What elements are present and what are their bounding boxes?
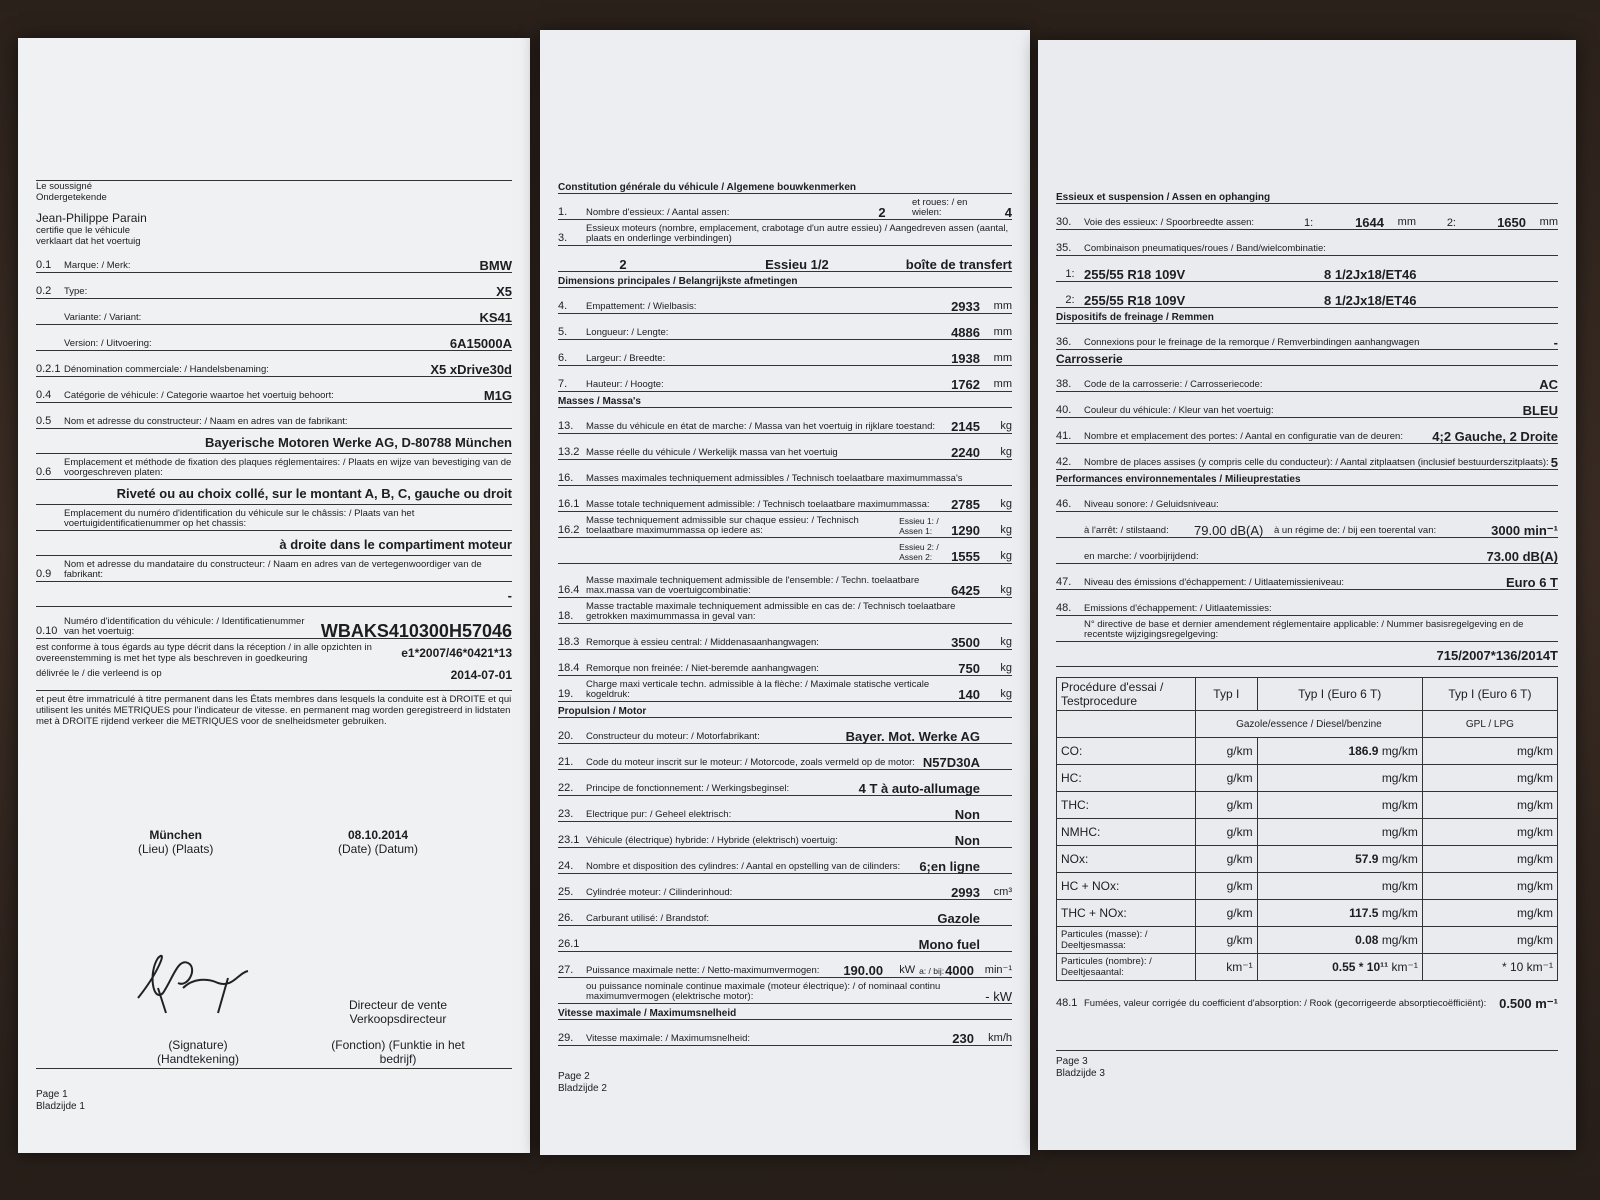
row-0-10: 0.10 Numéro d'identification du véhicule: / Identificatienummer van het voertuig: WBAKS410300H57046	[36, 607, 512, 639]
row-0-5: 0.5 Nom et adresse du constructeur: / Naam en adres van de fabrikant:	[36, 403, 512, 429]
row-36: 36. Connexions pour le freinage de la remorque / Remverbindingen aanhangwagen -	[1056, 324, 1558, 350]
row-46-stationary: à l'arrêt: / stilstaand: 79.00 dB(A) à un régime de: / bij een toerental van: 3000 min⁻¹	[1056, 512, 1558, 538]
table-header: Typ I (Euro 6 T)	[1422, 678, 1557, 711]
section-body: Carrosserie	[1056, 350, 1558, 366]
approval-date: 2014-07-01	[450, 668, 512, 682]
table-row: Particules (masse): / Deeltjesmassa: g/km 0.08 mg/km mg/km	[1057, 927, 1558, 954]
row-13: 13. Masse du véhicule en état de marche: / Massa van het voertuig in rijklare toestand: 2145 kg	[558, 408, 1012, 434]
function-label: (Fonction) (Funktie in het bedrijf)	[331, 1038, 465, 1066]
row-41: 41. Nombre et emplacement des portes: / Aantal en configuratie van de deuren: 4;2 Gauche, 2 Droite	[1056, 418, 1558, 444]
section-environment: Performances environnementales / Milieuprestaties	[1056, 470, 1558, 486]
table-row: HC + NOx: g/km mg/km mg/km	[1057, 873, 1558, 900]
emissions-table	[1056, 677, 1558, 981]
row-18-3: 18.3 Remorque à essieu central: / Middenasaanhangwagen: 3500 kg	[558, 624, 1012, 650]
row-42: 42. Nombre de places assises (y compris celle du conducteur): / Aantal zitplaatsen (inclusief bestuurderszitplaats): 5	[1056, 444, 1558, 470]
row-24: 24. Nombre et disposition des cylindres: / Aantal en opstelling van de cilinders: 6;en ligne	[558, 848, 1012, 874]
row-47: 47. Niveau des émissions d'échappement: / Uitlaatemissieniveau: Euro 6 T	[1056, 564, 1558, 590]
signature-label: (Signature) (Handtekening)	[156, 1038, 240, 1066]
table-row: Particules (nombre): / Deeltjesaantal: km⁻¹ 0.55 * 10¹¹ km⁻¹ * 10 km⁻¹	[1057, 954, 1558, 981]
table-row: THC: g/km mg/km mg/km	[1057, 792, 1558, 819]
row-48-directive-label: N° directive de base et dernier amendement réglementaire applicable: / Nummer basisregelgeving en de recentste wijzigingsregelgeving:	[1056, 616, 1558, 642]
row-0-2-1: 0.2.1 Dénomination commerciale: / Handelsbenaming: X5 xDrive30d	[36, 351, 512, 377]
row-48: 48. Emissions d'échappement: / Uitlaatemissies:	[1056, 590, 1558, 616]
row-30: 30. Voie des essieux: / Spoorbreedte assen: 1: 1644 mm 2: 1650 mm	[1056, 204, 1558, 230]
table-row: NMHC: g/km mg/km mg/km	[1057, 819, 1558, 846]
row-tyre-1: 1: 255/55 R18 109V 8 1/2Jx18/ET46	[1056, 256, 1558, 282]
function-title: Directeur de vente Verkoopsdirecteur	[348, 998, 448, 1026]
row-height: 7. Hauteur: / Hoogte: 1762 mm	[558, 366, 1012, 392]
date-label: (Date) (Datum)	[338, 842, 419, 856]
fuel-header: GPL / LPG	[1422, 711, 1557, 738]
page-number-1: Page 1 Bladzijde 1	[36, 1089, 85, 1112]
vin-location-value: à droite dans le compartiment moteur	[36, 531, 512, 556]
row-length: 5. Longueur: / Lengte: 4886 mm	[558, 314, 1012, 340]
row-27-continuous: ou puissance nominale continue maximale (moteur électrique): / of nominaal continu maximumvermogen (elektrische motor): - kW	[558, 978, 1012, 1004]
row-25: 25. Cylindrée moteur: / Cilinderinhoud: 2993 cm³	[558, 874, 1012, 900]
row-16: 16. Masses maximales techniquement admissibles / Technisch toelaatbare maximummassa's	[558, 460, 1012, 486]
row-46-driving: en marche: / voorbijrijdend: 73.00 dB(A)	[1056, 538, 1558, 564]
certify-nl: verklaart dat het voertuig	[36, 236, 141, 247]
document-page-1	[18, 38, 530, 1153]
row-wheelbase: 4. Empattement: / Wielbasis: 2933 mm	[558, 288, 1012, 314]
section-masses: Masses / Massa's	[558, 392, 1012, 408]
section-axles: Essieux et suspension / Assen en ophanging	[1056, 188, 1558, 204]
date-value: 08.10.2014	[347, 828, 409, 842]
manufacturer-name: Bayerische Motoren Werke AG, D-80788 München	[36, 429, 512, 454]
row-0-1: 0.1 Marque: / Merk: BMW	[36, 247, 512, 273]
row-16-2-axle2: Essieu 2: / Assen 2: 1555 kg	[558, 538, 1012, 564]
table-row: NOx: g/km 57.9 mg/km mg/km	[1057, 846, 1558, 873]
section-propulsion: Propulsion / Motor	[558, 702, 1012, 718]
row-3-values: 2 Essieu 1/2 boîte de transfert	[558, 246, 1012, 272]
page-number-3: Page 3 Bladzijde 3	[1056, 1056, 1105, 1079]
row-0-2: 0.2 Type: X5	[36, 273, 512, 299]
row-23: 23. Electrique pur: / Geheel elektrisch: Non	[558, 796, 1012, 822]
row-23-1: 23.1 Véhicule (électrique) hybride: / Hybride (elektrisch) voertuig: Non	[558, 822, 1012, 848]
row-38: 38. Code de la carrosserie: / Carrosseriecode: AC	[1056, 366, 1558, 392]
section-general-constitution: Constitution générale du véhicule / Algemene bouwkenmerken	[558, 178, 1012, 194]
section-max-speed: Vitesse maximale / Maximumsnelheid	[558, 1004, 1012, 1020]
registration-text: et peut être immatriculé à titre permanent dans les États membres dans lesquels la conduite est à DROITE et qui utilisent les unités METRIQUES pour l'indicateur de vitesse. en permanent mag worden geregistreerd in lidstaten met à DROITE rijdend verkeer die METRIQUES voor de snelheidsmeter gebruiken.	[36, 690, 512, 727]
row-46: 46. Niveau sonore: / Geluidsniveau:	[1056, 486, 1558, 512]
row-version: Version: / Uitvoering: 6A15000A	[36, 325, 512, 351]
vin-number: WBAKS410300H57046	[320, 621, 512, 641]
row-19: 19. Charge maxi verticale techn. admissible à la flèche: / Maximale statische verticale kogeldruk: 140 kg	[558, 676, 1012, 702]
row-width: 6. Largeur: / Breedte: 1938 mm	[558, 340, 1012, 366]
table-header: Typ I (Euro 6 T)	[1257, 678, 1422, 711]
row-26: 26. Carburant utilisé: / Brandstof: Gazole	[558, 900, 1012, 926]
table-row: HC: g/km mg/km mg/km	[1057, 765, 1558, 792]
approval-number: e1*2007/46*0421*13	[401, 646, 512, 660]
row-vin-location: Emplacement du numéro d'identification du véhicule sur le châssis: / Plaats van het voertuigidentificatienummer op het chassis:	[36, 505, 512, 531]
row-variant: Variante: / Variant: KS41	[36, 299, 512, 325]
signer-name: Jean-Philippe Parain	[36, 211, 147, 225]
table-row: CO: g/km 186.9 mg/km mg/km	[1057, 738, 1558, 765]
row-40: 40. Couleur du véhicule: / Kleur van het voertuig: BLEU	[1056, 392, 1558, 418]
row-0-6: 0.6 Emplacement et méthode de fixation des plaques réglementaires: / Plaats en wijze van bevestiging van de voorgeschreven platen:	[36, 454, 512, 480]
section-dimensions: Dimensions principales / Belangrijkste afmetingen	[558, 272, 1012, 288]
table-row: THC + NOx: g/km 117.5 mg/km mg/km	[1057, 900, 1558, 927]
fuel-header: Gazole/essence / Diesel/benzine	[1196, 711, 1423, 738]
row-0-9: 0.9 Nom et adresse du mandataire du constructeur: / Naam en adres van de vertegenwoordiger van de fabrikant:	[36, 556, 512, 582]
plate-location: Riveté ou au choix collé, sur le montant A, B, C, gauche ou droit	[36, 480, 512, 505]
row-0-4: 0.4 Catégorie de véhicule: / Categorie waartoe het voertuig behoort: M1G	[36, 377, 512, 403]
section-brakes: Dispositifs de freinage / Remmen	[1056, 308, 1558, 324]
row-20: 20. Constructeur du moteur: / Motorfabrikant: Bayer. Mot. Werke AG	[558, 718, 1012, 744]
place-value: München	[149, 828, 203, 842]
conformity-text: est conforme à tous égards au type décrit dans la réception / in alle opzichten in overeenstemming is met het type als beschreven in goedkeuring	[36, 642, 372, 664]
row-35: 35. Combinaison pneumatiques/roues / Band/wielcombinatie:	[1056, 230, 1558, 256]
row-16-2: 16.2 Masse techniquement admissible sur chaque essieu: / Technisch toelaatbare maximummassa op iedere as: Essieu 1: / Assen 1: 1290 kg	[558, 512, 1012, 538]
certify-fr: certifie que le véhicule	[36, 225, 130, 236]
row-1: 1. Nombre d'essieux: / Aantal assen: 2 et roues: / en wielen: 4	[558, 194, 1012, 220]
row-3: 3. Essieux moteurs (nombre, emplacement, crabotage d'un autre essieu) / Aangedreven assen (aantal, plaats en onderlinge verbindingen)	[558, 220, 1012, 246]
row-22: 22. Principe de fonctionnement: / Werkingsbeginsel: 4 T à auto-allumage	[558, 770, 1012, 796]
representative-value: -	[36, 582, 512, 607]
row-26-1: 26.1 Mono fuel	[558, 926, 1012, 952]
row-16-4: 16.4 Masse maximale techniquement admissible de l'ensemble: / Techn. toelaatbare max.massa van de voertuigcombinatie: 6425 kg	[558, 564, 1012, 598]
row-tyre-2: 2: 255/55 R18 109V 8 1/2Jx18/ET46	[1056, 282, 1558, 308]
row-18: 18. Masse tractable maximale techniquement admissible en cas de: / Technisch toelaatbare getrokken maximummassa in geval van:	[558, 598, 1012, 624]
document-page-2	[540, 30, 1030, 1155]
delivered-label: délivrée le / die verleend is op	[36, 668, 162, 679]
table-header: Typ I	[1196, 678, 1258, 711]
row-27: 27. Puissance maximale nette: / Netto-maximumvermogen: 190.00 kW a: / bij: 4000 min⁻¹	[558, 952, 1012, 978]
document-page-3	[1038, 40, 1576, 1150]
directive-number: 715/2007*136/2014T	[1056, 642, 1558, 667]
row-21: 21. Code du moteur inscrit sur le moteur: / Motorcode, zoals vermeld op de motor: N57D30A	[558, 744, 1012, 770]
row-48-1: 48.1 Fumées, valeur corrigée du coefficient d'absorption: / Rook (gecorrigeerde absorptiecoëfficiënt): 0.500 m⁻¹	[1056, 996, 1558, 1011]
table-header: Procédure d'essai / Testprocedure	[1057, 678, 1196, 711]
signer-label-nl: Ondergetekende	[36, 192, 107, 203]
row-16-1: 16.1 Masse totale techniquement admissible: / Technisch toelaatbare maximummassa: 2785 kg	[558, 486, 1012, 512]
signer-label-fr: Le soussigné	[36, 181, 92, 192]
row-13-2: 13.2 Masse réelle du véhicule / Werkelijk massa van het voertuig 2240 kg	[558, 434, 1012, 460]
row-29: 29. Vitesse maximale: / Maximumsnelheid: 230 km/h	[558, 1020, 1012, 1046]
place-label: (Lieu) (Plaats)	[138, 842, 214, 856]
handwritten-signature	[118, 943, 258, 1023]
page-number-2: Page 2 Bladzijde 2	[558, 1071, 607, 1094]
row-18-4: 18.4 Remorque non freinée: / Niet-beremde aanhangwagen: 750 kg	[558, 650, 1012, 676]
